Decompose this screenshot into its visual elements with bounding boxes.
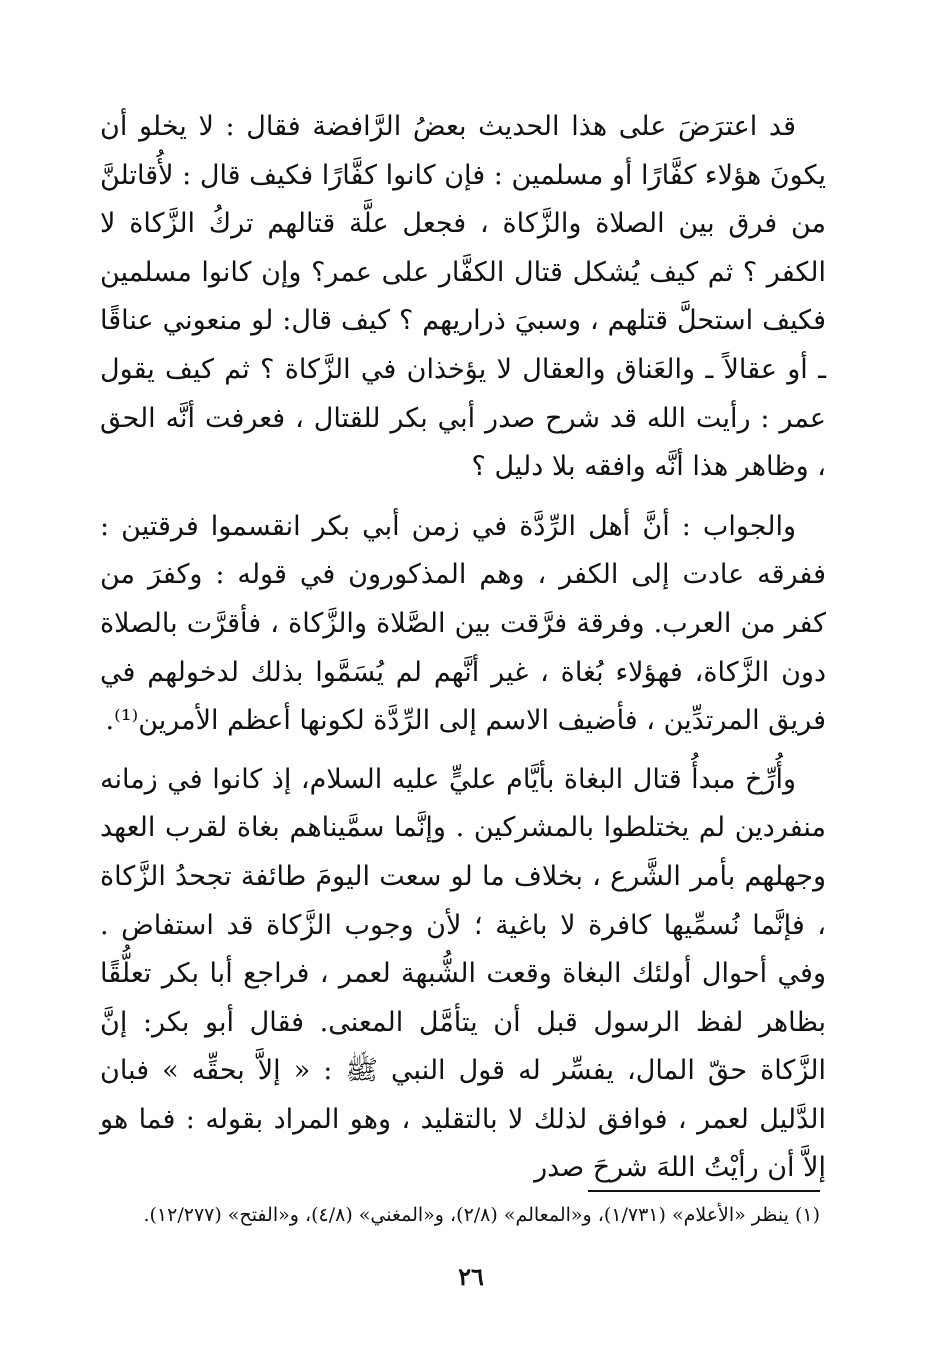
page-number: ٢٦ bbox=[458, 1262, 484, 1291]
paragraph-objection: قد اعترَضَ على هذا الحديث بعضُ الرَّافضة فقال : لا يخلو أن يكونَ هؤلاء كفَّارًا أو مسلمين : فإن كانوا كفَّارًا فكيف قال : لأُقاتلنَّ من فرق بين الصلاة والزَّكاة ، فجعل علَّة قتالهم تركُ الزَّكاة لا الكفر ؟ ثم كيف يُشكل قتال الكفَّار على عمر؟ وإن كانوا مسلمين فكيف استحلَّ قتلهم ، وسبيَ ذراريهم ؟ كيف قال: لو منعوني عناقًا ـ أو عقالاً ـ والعَناق والعقال لا يؤخذان في الزَّكاة ؟ ثم كيف يقول عمر : رأيت الله قد شرح صدر أبي بكر للقتال ، فعرفت أنَّه الحق ، وظاهر هذا أنَّه وافقه بلا دليل ؟ bbox=[100, 111, 826, 483]
footnote: (١) ينظر «الأعلام» (١/٧٣١)، و«المعالم» (٢/٨)، و«المغني» (٤/٨)، و«الفتح» (١٢/٢٧٧). bbox=[143, 1204, 820, 1226]
paragraph-history: وأُرِّخ مبدأُ قتال البغاة بأيَّام عليٍّ عليه السلام، إذ كانوا في زمانه منفردين لم يختلطوا بالمشركين . وإنَّما سمَّيناهم بغاة لقرب العهد وجهلهم بأمر الشَّرع ، بخلاف ما لو سعت اليومَ طائفة تجحدُ الزَّكاة ، فإنَّما نُسمِّيها كافرة لا باغية ؛ لأن وجوب الزَّكاة قد استفاض . وفي أحوال أولئك البغاة وقعت الشُّبهة لعمر ، فراجع أبا بكر تعلُّقًا بظاهر لفظ الرسول قبل أن يتأمَّل المعنى. فقال أبو بكر: إنَّ الزَّكاة حقّ المال، يفسِّر له قول النبي ﷺ : « إلاَّ بحقِّه » فبان الدَّليل لعمر ، فوافق لذلك لا بالتقليد ، وهو المراد بقوله : فما هو إلاَّ أن رأيْتُ اللهَ شرحَ صدر bbox=[100, 763, 826, 1184]
main-text bbox=[100, 103, 826, 1204]
paragraph-answer: والجواب : أنَّ أهل الرِّدَّة في زمن أبي بكر انقسموا فرقتين : ففرقه عادت إلى الكفر ، وهم المذكورون في قوله : وكفرَ من كفر من العرب. وفرقة فرَّقت بين الصَّلاة والزَّكاة ، فأقرَّت بالصلاة دون الزَّكاة، فهؤلاء بُغاة ، غير أنَّهم لم يُسَمَّوا بذلك لدخولهم في فريق المرتدِّين ، فأضيف الاسم إلى الرِّدَّة لكونها أعظم الأمرين⁽¹⁾. bbox=[100, 510, 827, 737]
footnote-divider bbox=[588, 1190, 820, 1192]
